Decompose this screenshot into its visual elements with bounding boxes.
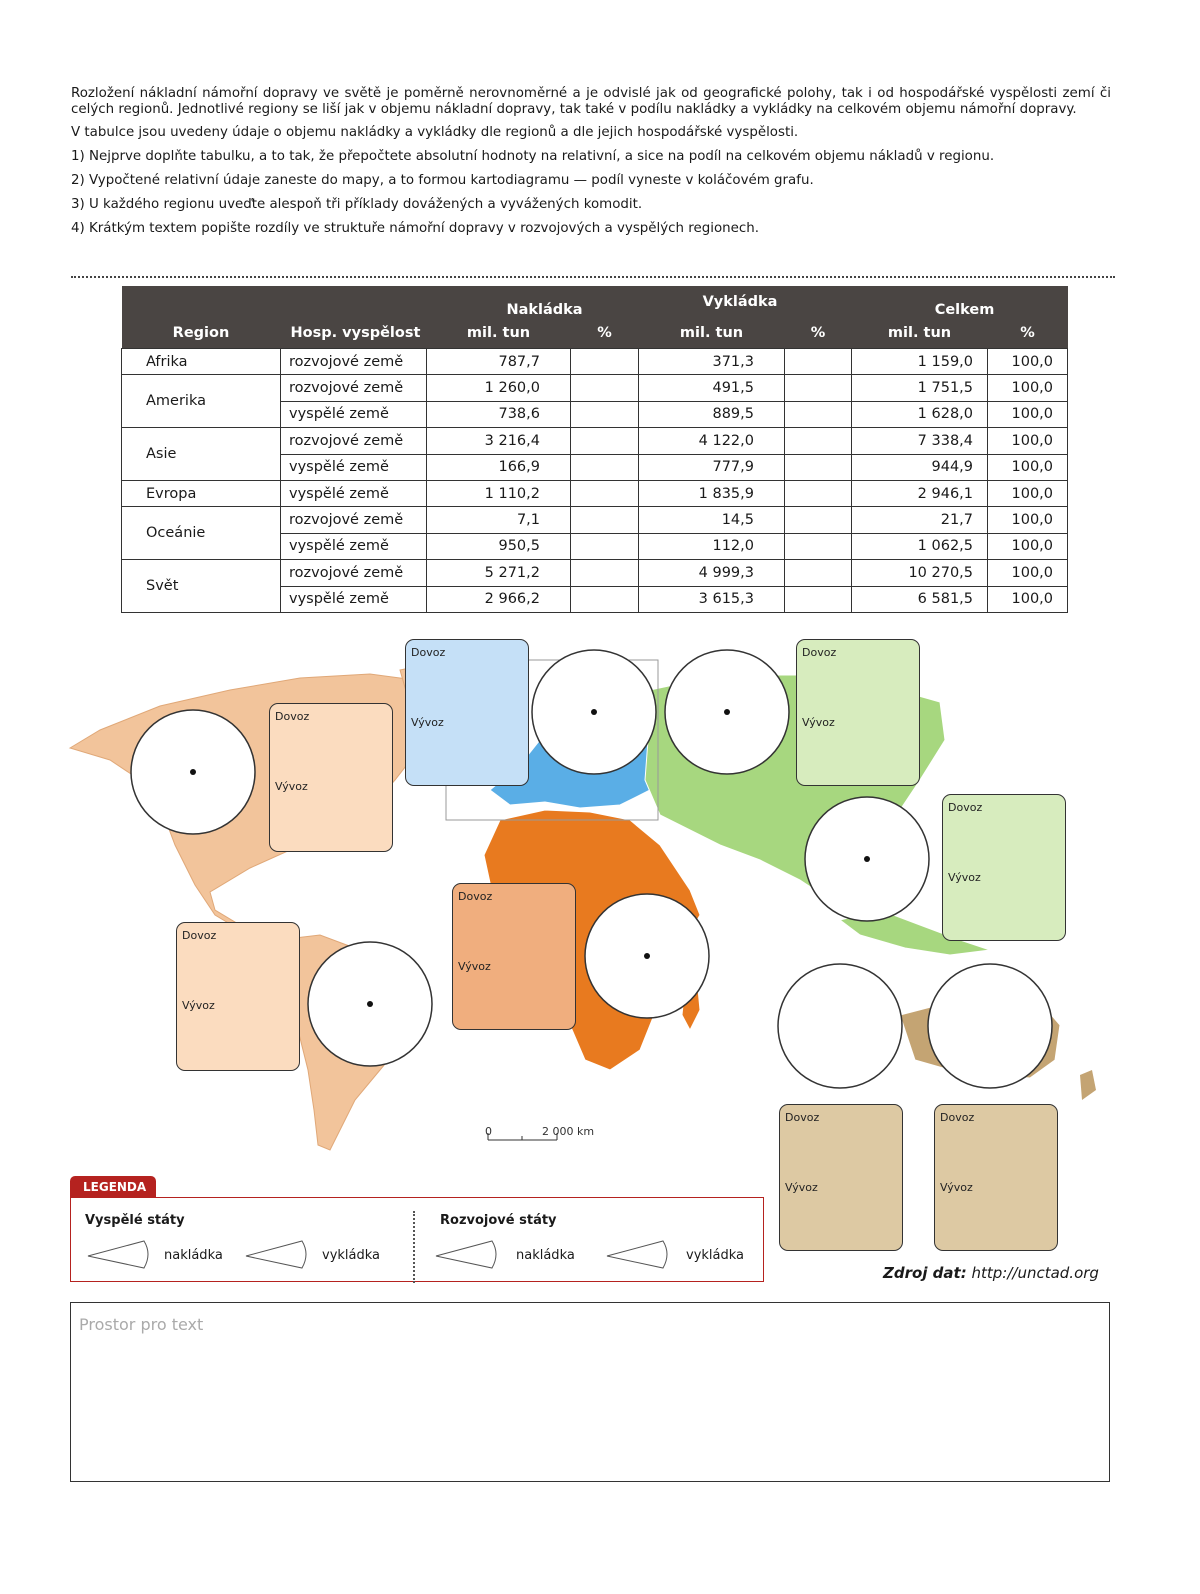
data-source bbox=[883, 1264, 1099, 1282]
cell-nakladka-pct[interactable] bbox=[571, 454, 639, 480]
pie-center-dot bbox=[644, 953, 650, 959]
box-dovoz-label: Dovoz bbox=[940, 1111, 975, 1124]
cell-region: Amerika bbox=[122, 375, 281, 428]
cell-celkem: 1 751,5 bbox=[852, 375, 988, 401]
cell-vykladka-pct[interactable] bbox=[785, 560, 852, 586]
cell-vykladka-pct[interactable] bbox=[785, 375, 852, 401]
pie-oceania-developed bbox=[928, 964, 1052, 1088]
cell-celkem-pct: 100,0 bbox=[988, 507, 1068, 533]
table-row bbox=[122, 507, 1068, 533]
table-row bbox=[122, 375, 1068, 401]
box-dovoz-label: Dovoz bbox=[275, 710, 310, 723]
col-header-level: Hosp. vyspělost bbox=[281, 318, 427, 349]
cell-vykladka: 4 122,0 bbox=[639, 428, 785, 454]
cell-celkem-pct: 100,0 bbox=[988, 586, 1068, 612]
cell-vykladka-pct[interactable] bbox=[785, 401, 852, 427]
col-header-vyk-mil: mil. tun bbox=[639, 318, 785, 349]
header-nakladka: Nakládka bbox=[427, 286, 639, 318]
europe-box[interactable] bbox=[405, 639, 529, 786]
task-2: 2) Vypočtené relativní údaje zaneste do mapy, a to formou kartodiagramu — podíl vyneste v koláčovém grafu. bbox=[71, 173, 814, 188]
legend-vykladka-label: vykládka bbox=[686, 1248, 745, 1263]
box-vyvoz-label: Vývoz bbox=[802, 716, 835, 729]
cell-level: rozvojové země bbox=[281, 375, 427, 401]
cell-vykladka: 491,5 bbox=[639, 375, 785, 401]
cell-vykladka-pct[interactable] bbox=[785, 454, 852, 480]
box-vyvoz-label: Vývoz bbox=[458, 960, 491, 973]
cell-nakladka: 1 110,2 bbox=[427, 480, 571, 506]
wedge-icon bbox=[434, 1238, 500, 1270]
cell-vykladka-pct[interactable] bbox=[785, 586, 852, 612]
table-row bbox=[122, 560, 1068, 586]
pie-oceania-developing bbox=[778, 964, 902, 1088]
col-header-cel-pct: % bbox=[988, 318, 1068, 349]
source-url[interactable]: http://unctad.org bbox=[971, 1264, 1099, 1282]
cell-celkem: 944,9 bbox=[852, 454, 988, 480]
pie-center-dot bbox=[724, 709, 730, 715]
cell-region: Asie bbox=[122, 428, 281, 481]
africa-box[interactable] bbox=[452, 883, 576, 1030]
pie-center-dot bbox=[367, 1001, 373, 1007]
oceania-developed-box[interactable] bbox=[934, 1104, 1058, 1251]
box-vyvoz-label: Vývoz bbox=[275, 780, 308, 793]
cell-nakladka-pct[interactable] bbox=[571, 349, 639, 375]
cell-celkem-pct: 100,0 bbox=[988, 428, 1068, 454]
cell-level: vyspělé země bbox=[281, 480, 427, 506]
cell-nakladka: 166,9 bbox=[427, 454, 571, 480]
cell-region: Oceánie bbox=[122, 507, 281, 560]
cell-celkem-pct: 100,0 bbox=[988, 480, 1068, 506]
box-dovoz-label: Dovoz bbox=[458, 890, 493, 903]
cell-celkem-pct: 100,0 bbox=[988, 375, 1068, 401]
cell-nakladka: 3 216,4 bbox=[427, 428, 571, 454]
legend-developed-heading: Vyspělé státy bbox=[85, 1213, 185, 1228]
cell-vykladka-pct[interactable] bbox=[785, 480, 852, 506]
cell-nakladka-pct[interactable] bbox=[571, 401, 639, 427]
cell-level: rozvojové země bbox=[281, 560, 427, 586]
cell-nakladka: 738,6 bbox=[427, 401, 571, 427]
cell-nakladka: 5 271,2 bbox=[427, 560, 571, 586]
cell-vykladka-pct[interactable] bbox=[785, 349, 852, 375]
cell-vykladka: 14,5 bbox=[639, 507, 785, 533]
instructions bbox=[71, 86, 1111, 245]
cell-level: vyspělé země bbox=[281, 401, 427, 427]
col-header-vyk-pct: % bbox=[785, 318, 852, 349]
cell-celkem: 1 628,0 bbox=[852, 401, 988, 427]
cell-vykladka: 777,9 bbox=[639, 454, 785, 480]
cell-vykladka-pct[interactable] bbox=[785, 533, 852, 559]
cell-vykladka-pct[interactable] bbox=[785, 428, 852, 454]
legend bbox=[70, 1176, 764, 1282]
cell-vykladka: 4 999,3 bbox=[639, 560, 785, 586]
pie-center-dot bbox=[190, 769, 196, 775]
cell-celkem: 6 581,5 bbox=[852, 586, 988, 612]
cell-nakladka-pct[interactable] bbox=[571, 480, 639, 506]
table-row bbox=[122, 480, 1068, 506]
wedge-icon bbox=[86, 1238, 152, 1270]
cell-celkem-pct: 100,0 bbox=[988, 533, 1068, 559]
legend-nakladka-label: nakládka bbox=[516, 1248, 575, 1263]
textbox-placeholder: Prostor pro text bbox=[79, 1315, 204, 1334]
cell-vykladka-pct[interactable] bbox=[785, 507, 852, 533]
header-vykladka: Vykládka bbox=[639, 286, 852, 318]
cell-celkem-pct: 100,0 bbox=[988, 401, 1068, 427]
cell-vykladka: 1 835,9 bbox=[639, 480, 785, 506]
legend-developing-heading: Rozvojové státy bbox=[440, 1213, 557, 1228]
intro-paragraph: Rozložení nákladní námořní dopravy ve světě je poměrně nerovnoměrné a je odvislé jak od geografické polohy, tak i od hospodářské vyspělosti zemí či celých regionů. Jednotlivé regiony se liší jak v objemu nákladní dopravy, tak také v podílu nakládky a vykládky na celkovém objemu námořní dopravy. bbox=[71, 86, 1111, 117]
table-row bbox=[122, 428, 1068, 454]
cell-celkem: 7 338,4 bbox=[852, 428, 988, 454]
cell-celkem: 1 062,5 bbox=[852, 533, 988, 559]
cell-level: rozvojové země bbox=[281, 507, 427, 533]
cell-celkem-pct: 100,0 bbox=[988, 349, 1068, 375]
cell-level: vyspělé země bbox=[281, 454, 427, 480]
oceania-developing-box[interactable] bbox=[779, 1104, 903, 1251]
cell-celkem-pct: 100,0 bbox=[988, 560, 1068, 586]
cell-nakladka-pct[interactable] bbox=[571, 428, 639, 454]
box-vyvoz-label: Vývoz bbox=[785, 1181, 818, 1194]
asia-developing-box[interactable] bbox=[796, 639, 920, 786]
cell-celkem: 10 270,5 bbox=[852, 560, 988, 586]
table-row bbox=[122, 349, 1068, 375]
task-4: 4) Krátkým textem popište rozdíly ve struktuře námořní dopravy v rozvojových a vyspělých regionech. bbox=[71, 221, 759, 236]
cell-nakladka-pct[interactable] bbox=[571, 586, 639, 612]
box-dovoz-label: Dovoz bbox=[948, 801, 983, 814]
box-dovoz-label: Dovoz bbox=[802, 646, 837, 659]
box-dovoz-label: Dovoz bbox=[182, 929, 217, 942]
cell-nakladka: 2 966,2 bbox=[427, 586, 571, 612]
cell-vykladka: 889,5 bbox=[639, 401, 785, 427]
cell-nakladka: 950,5 bbox=[427, 533, 571, 559]
cell-nakladka-pct[interactable] bbox=[571, 375, 639, 401]
box-dovoz-label: Dovoz bbox=[785, 1111, 820, 1124]
dotted-separator bbox=[71, 276, 1115, 278]
america-developing-box[interactable] bbox=[176, 922, 300, 1071]
pie-center-dot bbox=[864, 856, 870, 862]
cell-nakladka-pct[interactable] bbox=[571, 560, 639, 586]
box-vyvoz-label: Vývoz bbox=[940, 1181, 973, 1194]
col-header-nak-pct: % bbox=[571, 318, 639, 349]
cell-level: rozvojové země bbox=[281, 349, 427, 375]
task-3: 3) U každého regionu uveďte alespoň tři příklady dovážených a vyvážených komodit. bbox=[71, 197, 643, 212]
legend-tag: LEGENDA bbox=[70, 1176, 156, 1198]
cell-celkem-pct: 100,0 bbox=[988, 454, 1068, 480]
cell-vykladka: 112,0 bbox=[639, 533, 785, 559]
legend-nakladka-label: nakládka bbox=[164, 1248, 223, 1263]
legend-vykladka-label: vykládka bbox=[322, 1248, 381, 1263]
cell-vykladka: 3 615,3 bbox=[639, 586, 785, 612]
scale-zero: 0 bbox=[485, 1125, 492, 1138]
intro-table-line: V tabulce jsou uvedeny údaje o objemu nakládky a vykládky dle regionů a dle jejich hospodářské vyspělosti. bbox=[71, 125, 799, 140]
task-1: 1) Nejprve doplňte tabulku, a to tak, že přepočtete absolutní hodnoty na relativní, a sice na podíl na celkovém objemu nákladů v regionu. bbox=[71, 149, 995, 164]
answer-textbox[interactable] bbox=[70, 1302, 1110, 1482]
col-header-cel-mil: mil. tun bbox=[852, 318, 988, 349]
col-header-region: Region bbox=[122, 318, 281, 349]
box-vyvoz-label: Vývoz bbox=[948, 871, 981, 884]
new-zealand-shape bbox=[1080, 1070, 1096, 1100]
cell-region: Svět bbox=[122, 560, 281, 613]
wedge-icon bbox=[605, 1238, 671, 1270]
data-table bbox=[121, 286, 1067, 613]
cell-level: vyspělé země bbox=[281, 533, 427, 559]
cell-celkem: 2 946,1 bbox=[852, 480, 988, 506]
cell-celkem: 21,7 bbox=[852, 507, 988, 533]
cell-level: rozvojové země bbox=[281, 428, 427, 454]
cell-nakladka: 1 260,0 bbox=[427, 375, 571, 401]
cell-level: vyspělé země bbox=[281, 586, 427, 612]
pie-center-dot bbox=[591, 709, 597, 715]
box-vyvoz-label: Vývoz bbox=[182, 999, 215, 1012]
legend-divider bbox=[413, 1211, 415, 1283]
cell-celkem: 1 159,0 bbox=[852, 349, 988, 375]
america-developed-box[interactable] bbox=[269, 703, 393, 852]
col-header-nak-mil: mil. tun bbox=[427, 318, 571, 349]
cell-nakladka-pct[interactable] bbox=[571, 533, 639, 559]
source-label: Zdroj dat: bbox=[883, 1264, 967, 1282]
cell-nakladka-pct[interactable] bbox=[571, 507, 639, 533]
cell-region: Evropa bbox=[122, 480, 281, 506]
cell-region: Afrika bbox=[122, 349, 281, 375]
box-vyvoz-label: Vývoz bbox=[411, 716, 444, 729]
cell-nakladka: 787,7 bbox=[427, 349, 571, 375]
scale-label: 2 000 km bbox=[542, 1125, 595, 1138]
cell-vykladka: 371,3 bbox=[639, 349, 785, 375]
header-celkem: Celkem bbox=[852, 286, 1068, 318]
cell-nakladka: 7,1 bbox=[427, 507, 571, 533]
asia-developed-box[interactable] bbox=[942, 794, 1066, 941]
box-dovoz-label: Dovoz bbox=[411, 646, 446, 659]
wedge-icon bbox=[244, 1238, 310, 1270]
